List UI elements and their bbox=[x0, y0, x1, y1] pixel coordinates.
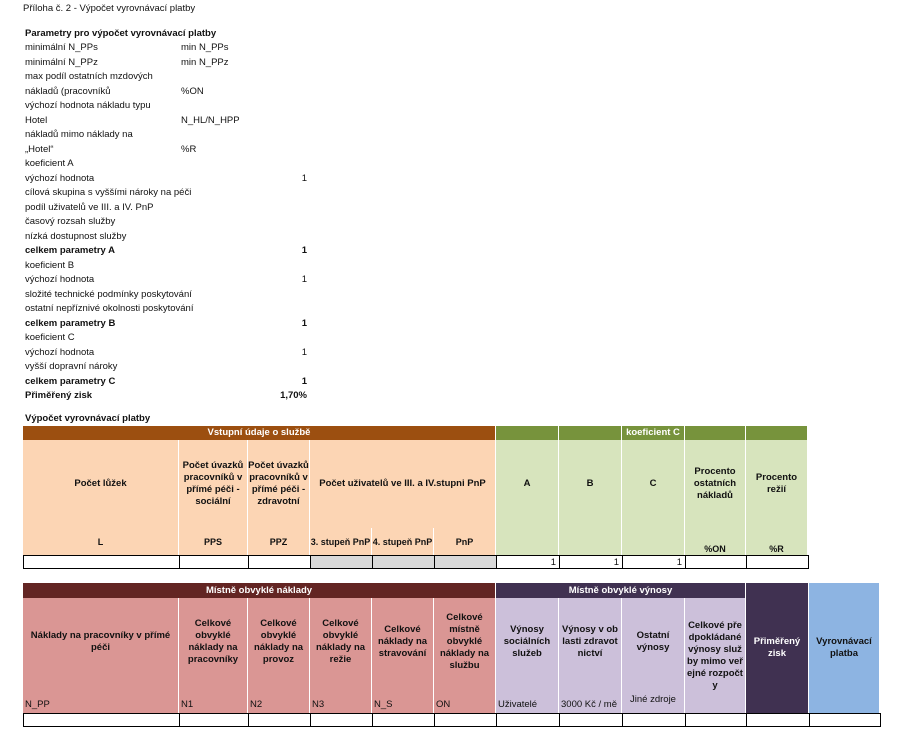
code-pct-on: %ON bbox=[685, 528, 746, 555]
param-label: Přiměřený zisk bbox=[25, 390, 93, 401]
calc-heading: Výpočet vyrovnávací platby bbox=[25, 413, 151, 424]
value-cell[interactable] bbox=[311, 556, 373, 568]
code-jine-zdroje: Jiné zdroje bbox=[622, 686, 685, 713]
code-c bbox=[622, 528, 685, 555]
value-cell[interactable] bbox=[686, 714, 747, 726]
code-pnp3: 3. stupeň PnP bbox=[310, 528, 372, 555]
table1-value-row bbox=[23, 555, 809, 569]
value-cell[interactable] bbox=[435, 556, 497, 568]
header-n2: Celkové obvyklé náklady na provoz bbox=[248, 598, 310, 686]
param-label: výchozí hodnota nákladu typu bbox=[25, 100, 151, 111]
value-cell-b[interactable]: 1 bbox=[560, 556, 623, 568]
param-label: minimální N_PPz bbox=[25, 56, 98, 68]
header-pps: Počet úvazků pracovníků v přímé péči - sociální bbox=[179, 440, 248, 528]
value-cell[interactable] bbox=[810, 714, 880, 726]
param-label: celkem parametry C bbox=[25, 375, 116, 387]
group-header-input: Vstupní údaje o službě bbox=[23, 426, 496, 440]
header-pct-r: Procento režií bbox=[746, 440, 808, 528]
param-label: nákladů mimo náklady na bbox=[25, 129, 133, 140]
group-header-pct-on bbox=[685, 426, 746, 440]
param-label: výchozí hodnota bbox=[25, 346, 95, 358]
header-c: C bbox=[622, 440, 685, 528]
param-label: výchozí hodnota bbox=[25, 172, 95, 184]
value-cell[interactable] bbox=[497, 714, 560, 726]
value-cell[interactable] bbox=[747, 714, 810, 726]
code-pnp: PnP bbox=[434, 528, 496, 555]
param-label: koeficient B bbox=[25, 259, 75, 271]
param-label: „Hotel“ bbox=[25, 143, 54, 155]
header-vyrovnavaci-platba: Vyrovnávací platba bbox=[809, 583, 880, 713]
group-header-costs: Místně obvyklé náklady bbox=[23, 583, 496, 598]
param-value[interactable]: 1,70% bbox=[280, 390, 307, 401]
param-label: výchozí hodnota bbox=[25, 274, 95, 285]
code-l: L bbox=[23, 528, 179, 555]
param-value[interactable]: 1 bbox=[301, 346, 307, 358]
value-cell[interactable] bbox=[623, 714, 686, 726]
code-n1: N1 bbox=[179, 686, 248, 713]
header-n-pp: Náklady na pracovníky v přímé péči bbox=[23, 598, 179, 686]
param-label: vyšší dopravní nároky bbox=[25, 361, 118, 372]
value-cell[interactable] bbox=[249, 556, 311, 568]
param-label: složité technické podmínky poskytování bbox=[25, 288, 192, 300]
param-label: časový rozsah služby bbox=[25, 216, 116, 227]
code-pnp4: 4. stupeň PnP bbox=[372, 528, 434, 555]
header-b: B bbox=[559, 440, 622, 528]
value-cell[interactable] bbox=[249, 714, 311, 726]
group-header-revenue: Místně obvyklé výnosy bbox=[496, 583, 746, 598]
param-label: celkem parametry B bbox=[25, 317, 116, 329]
param-code: min N_PPs bbox=[181, 42, 229, 53]
header-pct-on: Procento ostatních nákladů bbox=[685, 440, 746, 528]
header-ostatni-vynosy: Ostatní výnosy bbox=[622, 598, 685, 686]
param-label: koeficient C bbox=[25, 332, 75, 343]
code-uzivatele: Uživatelé bbox=[496, 686, 559, 713]
value-cell-c[interactable]: 1 bbox=[623, 556, 686, 568]
param-label: cílová skupina s vyššími nároky na péči bbox=[25, 187, 192, 198]
group-header-coef-c: koeficient C bbox=[622, 426, 685, 440]
code-n-pp: N_PP bbox=[23, 686, 179, 713]
header-a: A bbox=[496, 440, 559, 528]
value-cell[interactable] bbox=[24, 556, 180, 568]
code-3000: 3000 Kč / mě bbox=[559, 686, 622, 713]
param-code: N_HL/N_HPP bbox=[181, 114, 240, 126]
param-label: nízká dostupnost služby bbox=[25, 230, 127, 242]
header-n3: Celkové obvyklé náklady na režie bbox=[310, 598, 372, 686]
param-code: %ON bbox=[181, 85, 204, 97]
value-cell-a[interactable]: 1 bbox=[497, 556, 560, 568]
param-label: ostatní nepříznivé okolnosti poskytování bbox=[25, 303, 194, 314]
code-n2: N2 bbox=[248, 686, 310, 713]
table2-value-row bbox=[23, 713, 881, 727]
param-value[interactable]: 1 bbox=[301, 245, 307, 256]
param-code: %R bbox=[181, 143, 197, 155]
code-pps: PPS bbox=[179, 528, 248, 555]
param-label: Hotel bbox=[25, 114, 48, 126]
param-value[interactable]: 1 bbox=[301, 317, 307, 329]
param-label: nákladů (pracovníků bbox=[25, 85, 111, 97]
value-cell[interactable] bbox=[373, 714, 435, 726]
code-ppz: PPZ bbox=[248, 528, 310, 555]
header-on: Celkové místně obvyklé náklady na službu bbox=[434, 598, 496, 686]
header-pnp: Počet uživatelů ve III. a IV.stupni PnP bbox=[310, 440, 496, 528]
param-value[interactable]: 1 bbox=[301, 274, 307, 285]
code-n-s: N_S bbox=[372, 686, 434, 713]
header-lozka: Počet lůžek bbox=[23, 440, 179, 528]
value-cell[interactable] bbox=[24, 714, 180, 726]
header-primereny-zisk: Přiměřený zisk bbox=[746, 583, 809, 713]
code-a bbox=[496, 528, 559, 555]
param-value[interactable]: 1 bbox=[301, 172, 307, 184]
param-label: minimální N_PPs bbox=[25, 42, 98, 53]
code-pct-r: %R bbox=[746, 528, 808, 555]
group-header-pct-r bbox=[746, 426, 808, 440]
value-cell[interactable] bbox=[435, 714, 497, 726]
page-title: Příloha č. 2 - Výpočet vyrovnávací platby bbox=[23, 3, 196, 14]
params-heading: Parametry pro výpočet vyrovnávací platby bbox=[25, 28, 217, 39]
header-ppz: Počet úvazků pracovníků v přímé péči - zdravotní bbox=[248, 440, 310, 528]
param-label: koeficient A bbox=[25, 158, 74, 169]
param-label: podíl uživatelů ve III. a IV. PnP bbox=[25, 201, 154, 213]
param-value[interactable]: 1 bbox=[301, 375, 307, 387]
param-label: max podíl ostatních mzdových bbox=[25, 71, 153, 82]
header-celkove-vynosy: Celkové předpokládané výnosy služby mimo veřejné rozpočty bbox=[685, 598, 746, 713]
value-cell[interactable] bbox=[373, 556, 435, 568]
header-n-s: Celkové náklady na stravování bbox=[372, 598, 434, 686]
header-vynosy-soc: Výnosy sociálních služeb bbox=[496, 598, 559, 686]
value-cell[interactable] bbox=[180, 714, 249, 726]
header-vynosy-zdrav: Výnosy v oblasti zdravotnictví bbox=[559, 598, 622, 686]
value-cell[interactable] bbox=[686, 556, 747, 568]
value-cell[interactable] bbox=[747, 556, 809, 568]
value-cell[interactable] bbox=[560, 714, 623, 726]
group-header-coef-a bbox=[496, 426, 559, 440]
code-b bbox=[559, 528, 622, 555]
value-cell[interactable] bbox=[180, 556, 249, 568]
value-cell[interactable] bbox=[311, 714, 373, 726]
header-n1: Celkové obvyklé náklady na pracovníky bbox=[179, 598, 248, 686]
param-code: min N_PPz bbox=[181, 56, 229, 68]
code-n3: N3 bbox=[310, 686, 372, 713]
code-on: ON bbox=[434, 686, 496, 713]
param-label: celkem parametry A bbox=[25, 245, 115, 256]
group-header-coef-b bbox=[559, 426, 622, 440]
